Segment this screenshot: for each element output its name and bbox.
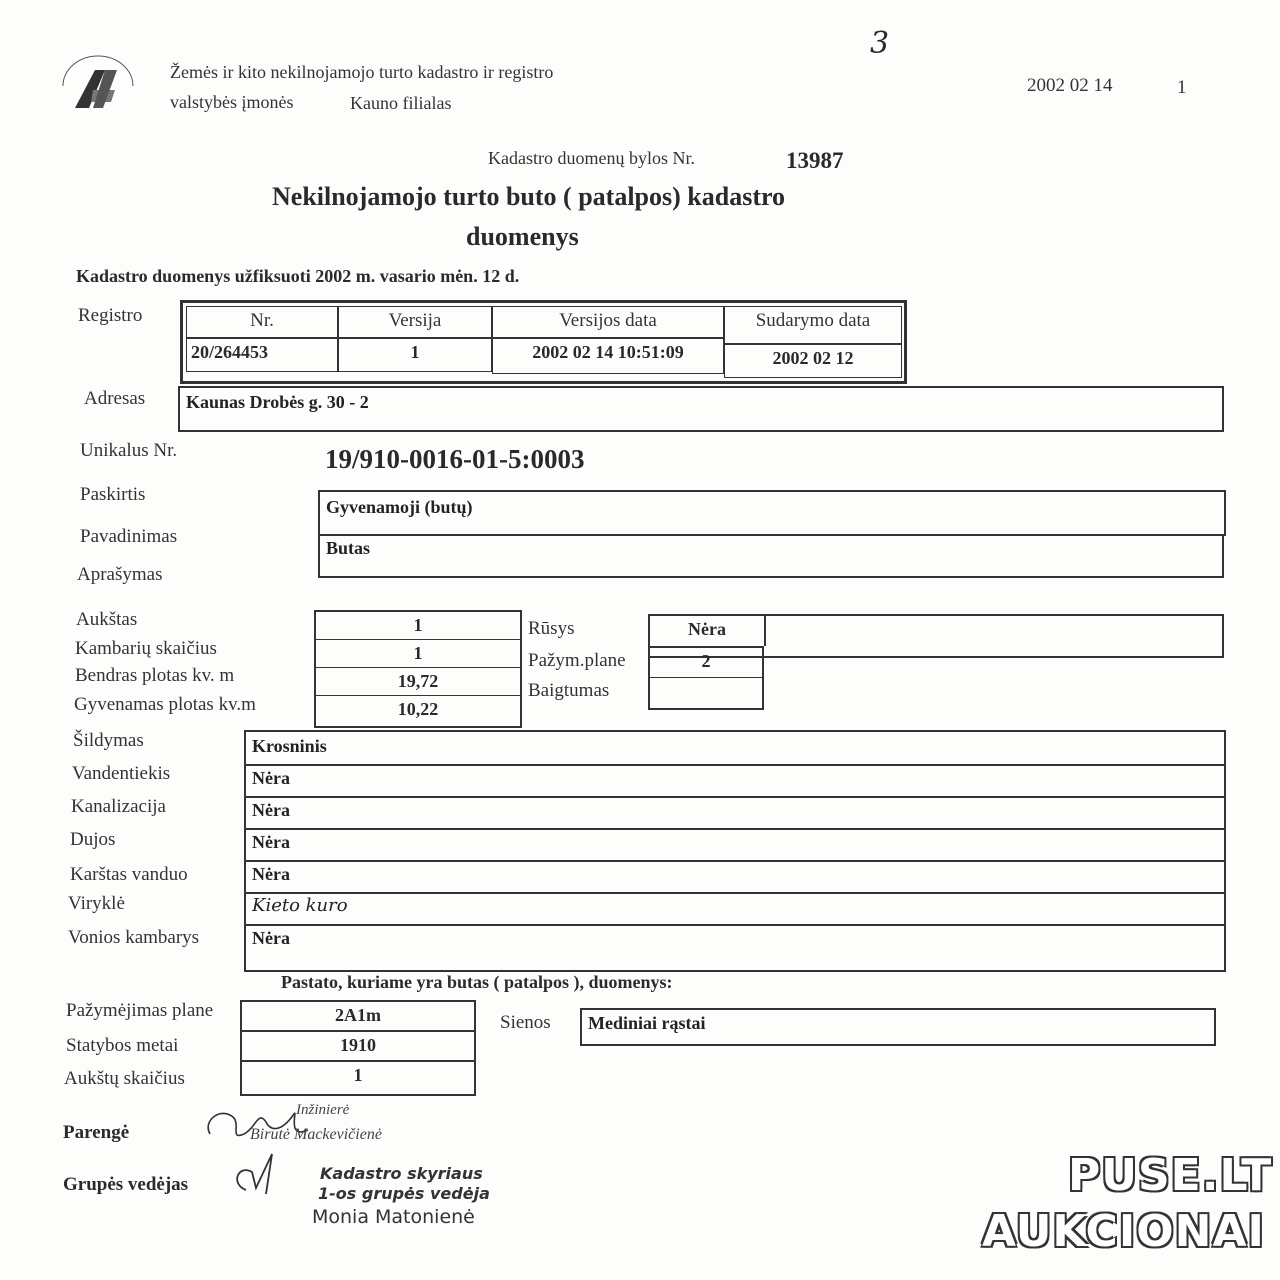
rooms-value: 1	[316, 640, 520, 668]
completion-label: Baigtumas	[528, 680, 610, 701]
utility-value-hot-water: Nėra	[252, 864, 290, 884]
floor-label: Aukštas	[76, 609, 138, 630]
utility-value-sewage: Nėra	[252, 800, 290, 820]
unique-number: 19/910-0016-01-5:0003	[325, 444, 585, 474]
utility-row-gas	[246, 828, 1224, 862]
page-title-line2: duomenys	[466, 222, 579, 251]
utility-label-stove: Viryklė	[68, 893, 125, 914]
address-value: Kaunas Drobės g. 30 - 2	[186, 392, 369, 412]
building-plan-label: Pažymėjimas plane	[66, 1000, 214, 1021]
registry-header-version: Versija	[338, 306, 492, 338]
utility-row-water	[246, 764, 1224, 798]
basement-label: Rūsys	[528, 618, 575, 639]
utility-value-heating: Krosninis	[252, 736, 327, 756]
group-head-signature-icon	[228, 1150, 288, 1200]
recorded-date: Kadastro duomenys užfiksuoti 2002 m. vasario mėn. 12 d.	[76, 266, 520, 286]
living-area-value: 10,22	[397, 699, 439, 719]
name-value: Butas	[326, 538, 371, 558]
walls-field	[580, 1008, 1216, 1046]
registry-label: Registro	[78, 305, 143, 326]
utility-label-gas: Dujos	[70, 829, 116, 850]
plan-mark-value: 2	[650, 648, 762, 678]
utility-row-heating	[246, 732, 1224, 766]
utility-value-water: Nėra	[252, 768, 290, 788]
registry-value-version: 1	[338, 338, 492, 372]
header-date: 2002 02 14	[1027, 75, 1113, 96]
file-number-label: Kadastro duomenų bylos Nr.	[488, 148, 695, 168]
building-floors-label: Aukštų skaičius	[64, 1068, 185, 1089]
watermark-line2: AUKCIONAI	[982, 1206, 1265, 1257]
utility-label-bathroom: Vonios kambarys	[68, 927, 200, 948]
page-title-line1: Nekilnojamojo turto buto ( patalpos) kadastro	[272, 182, 786, 211]
total-area-label: Bendras plotas kv. m	[75, 665, 235, 686]
utility-row-hot-water	[246, 860, 1224, 894]
utility-row-sewage	[246, 796, 1224, 830]
completion-value	[650, 678, 762, 708]
utility-value-bathroom: Nėra	[252, 928, 290, 948]
utility-label-hot-water: Karštas vanduo	[70, 864, 188, 885]
floor-value: 1	[316, 612, 520, 640]
group-head-label: Grupės vedėjas	[63, 1174, 189, 1195]
building-year-label: Statybos metai	[66, 1035, 179, 1056]
branch-name: Kauno filialas	[350, 93, 452, 113]
address-field	[178, 386, 1224, 432]
handwritten-mark: 3	[870, 26, 890, 61]
description-label: Aprašymas	[77, 564, 163, 585]
utility-row-bathroom	[246, 924, 1224, 968]
utility-label-water: Vandentiekis	[72, 763, 171, 784]
unique-number-label: Unikalus Nr.	[80, 440, 178, 461]
registry-value-compiled-date: 2002 02 12	[724, 344, 902, 378]
registry-value-nr: 20/264453	[186, 338, 338, 372]
rooms-label: Kambarių skaičius	[75, 638, 217, 659]
prepared-label: Parengė	[63, 1122, 130, 1143]
utility-label-heating: Šildymas	[73, 730, 144, 751]
building-year-value: 1910	[242, 1032, 474, 1062]
purpose-value: Gyvenamoji (butų)	[326, 497, 473, 517]
name-field	[318, 534, 1224, 578]
address-label: Adresas	[84, 388, 146, 409]
total-area-value: 19,72	[316, 668, 520, 696]
walls-value: Mediniai rąstai	[588, 1013, 706, 1033]
org-line1: Žemės ir kito nekilnojamojo turto kadastro ir registro	[170, 62, 554, 82]
registry-header-version-date: Versijos data	[492, 306, 724, 338]
living-area-label: Gyvenamas plotas kv.m	[74, 694, 256, 715]
prepared-stamp-line2: Birutė Mackevičienė	[250, 1126, 382, 1143]
page-number: 1	[1177, 77, 1187, 98]
file-number: 13987	[786, 148, 844, 173]
building-heading: Pastato, kuriame yra butas ( patalpos ), duomenys:	[281, 972, 673, 992]
registry-header-nr: Nr.	[186, 306, 338, 338]
group-head-stamp-line1: Kadastro skyriaus	[320, 1164, 483, 1183]
registry-value-version-date: 2002 02 14 10:51:09	[492, 338, 724, 374]
utility-value-gas: Nėra	[252, 832, 290, 852]
purpose-label: Paskirtis	[80, 484, 146, 505]
utility-value-stove: Kieto kuro	[252, 895, 348, 916]
building-floors-value: 1	[353, 1065, 363, 1085]
watermark-line1: PUSE.LT	[1068, 1150, 1273, 1201]
prepared-stamp-line1: Inžinierė	[296, 1102, 350, 1118]
utility-label-sewage: Kanalizacija	[71, 796, 166, 817]
registry-header-compiled-date: Sudarymo data	[724, 306, 902, 344]
group-head-stamp-line2: 1-os grupės vedėja	[318, 1184, 490, 1203]
basement-value: Nėra	[650, 616, 766, 646]
purpose-field	[318, 490, 1226, 536]
walls-label: Sienos	[500, 1012, 551, 1033]
agency-logo	[55, 50, 141, 122]
plan-mark-label: Pažym.plane	[528, 650, 626, 671]
utility-row-stove	[246, 892, 1224, 926]
name-label: Pavadinimas	[80, 526, 178, 547]
org-line2: valstybės įmonės	[170, 92, 294, 112]
building-plan-value: 2A1m	[242, 1002, 474, 1032]
group-head-stamp-line3: Monia Matonienė	[312, 1206, 475, 1228]
